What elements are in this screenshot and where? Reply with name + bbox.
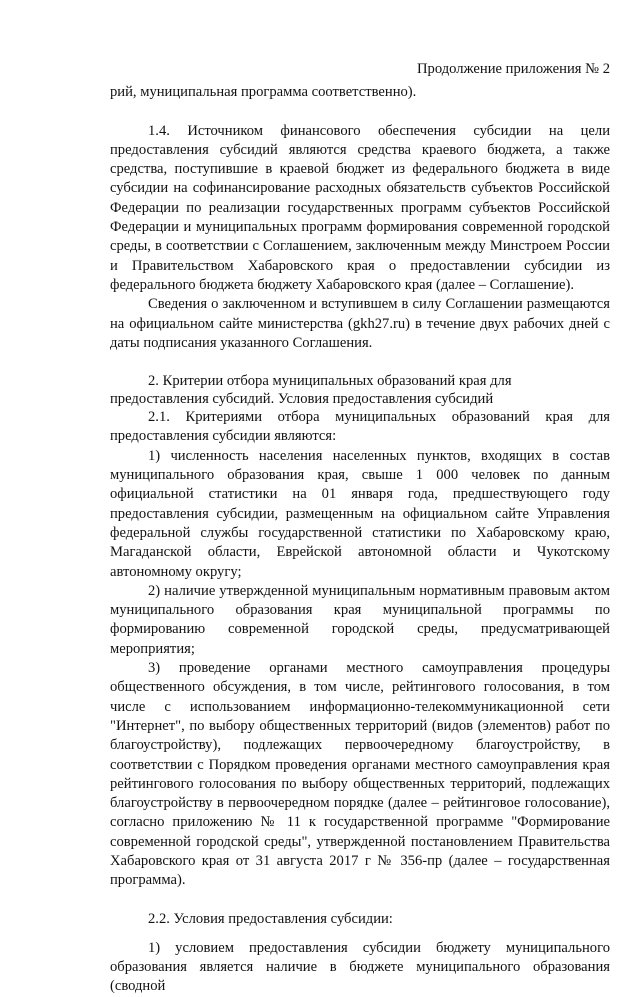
paragraph-2-1: 2.1. Критериями отбора муниципальных образований края для предоставления субсидии являются:: [110, 409, 610, 445]
paragraph-2-2: 2.2. Условия предоставления субсидии:: [148, 910, 393, 927]
paragraph-agreement-info: Сведения о заключенном и вступившем в силу Соглашении размещаются на официальном сайте министерства (gkh27.ru) в течение двух рабочих дней с даты подписания указанного Соглашения.: [110, 296, 610, 351]
page-header: Продолжение приложения № 2: [417, 61, 610, 77]
criterion-2: 2) наличие утвержденной муниципальным нормативным правовым актом муниципального образования края муниципальной программы по формированию современной городской среды, предусматривающей мероприятия;: [110, 582, 610, 657]
condition-1: 1) условием предоставления субсидии бюджету муниципального образования является наличие в бюджете муниципального образования (сводной: [110, 939, 610, 995]
criterion-1: 1) численность населения населенных пунктов, входящих в состав муниципального образования края, свыше 1 000 человек по данным официальной статистики на 01 января года, предшествующего году предоставления субсидии, размещенным на официальном сайте Управления федеральной службы государственной статистики по Хабаровскому краю, Магаданской области, Еврейской автономной области и Чукотскому автономному округу;: [110, 447, 610, 580]
section-2-heading: 2. Критерии отбора муниципальных образований края для предоставления субсидий. Условия предоставления субсидий: [110, 373, 512, 408]
paragraph-1-4: 1.4. Источником финансового обеспечения субсидии на цели предоставления субсидий являются средства краевого бюджета, а также средства, поступившие в краевой бюджет из федерального бюджета в виде субсидии на софинансирование расходных обязательств субъектов Российской Федерации по реализации государственных программ субъектов Российской Федерации и муниципальных программ формирования современной городской среды, в соответствии с Соглашением, заключенным между Минстроем России и Правительством Хабаровского края о предоставлении субсидии из федерального бюджета бюджету Хабаровского края (далее – Соглашение).: [110, 122, 610, 293]
criterion-3: 3) проведение органами местного самоуправления процедуры общественного обсуждения, в том числе, рейтингового голосования, в том числе с использованием информационно-телекоммуникационной сети "Интернет", по выбору общественных территорий (видов (элементов) работ по благоустройству), подлежащих первоочередному благоустройству, в соответствии с Порядком проведения органами местного самоуправления края рейтингового голосования по выбору общественных территорий, подлежащих благоустройству в первоочередном порядке (далее – рейтинговое голосование), согласно приложению № 11 к государственной программе "Формирование современной городской среды", утвержденной постановлением Правительства Хабаровского края от 31 августа 2017 г № 356-пр (далее – государственная программа).: [110, 660, 610, 889]
paragraph-continuation: рий, муниципальная программа соответственно).: [110, 84, 417, 101]
